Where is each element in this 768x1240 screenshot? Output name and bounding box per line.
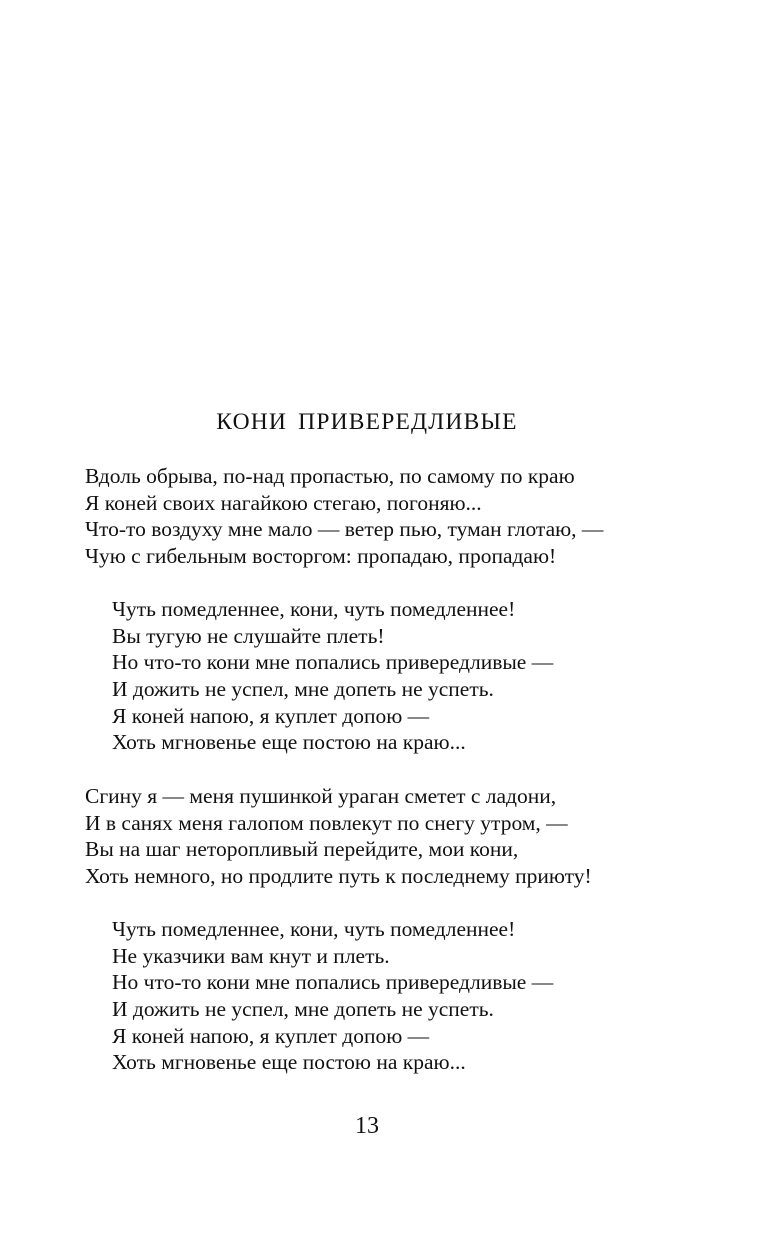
stanza-2-chorus xyxy=(85,596,725,756)
poem-line: И дожить не успел, мне допеть не успеть. xyxy=(112,676,494,701)
poem-line: Чуть помедленнее, кони, чуть помедленнее! xyxy=(112,916,516,941)
poem-body xyxy=(85,463,725,1103)
poem-line: Вы на шаг неторопливый перейдите, мои кони, xyxy=(85,837,519,862)
poem-line: Хоть немного, но продлите путь к последнему приюту! xyxy=(85,864,592,889)
poem-line: Я коней напою, я куплет допою — xyxy=(112,703,430,728)
stanza-4-chorus xyxy=(85,916,725,1076)
stanza-1 xyxy=(85,463,725,570)
poem-line: Хоть мгновенье еще постою на краю... xyxy=(112,730,466,755)
poem-line: Но что-то кони мне попались привередливые — xyxy=(112,970,554,995)
poem-line: Чую с гибельным восторгом: пропадаю, пропадаю! xyxy=(85,544,557,569)
poem-line: Чуть помедленнее, кони, чуть помедленнее! xyxy=(112,596,516,621)
poem-line: И в санях меня галопом повлекут по снегу утром, — xyxy=(85,810,568,835)
poem-line: Сгину я — меня пушинкой ураган сметет с ладони, xyxy=(85,784,557,809)
poem-line: И дожить не успел, мне допеть не успеть. xyxy=(112,996,494,1021)
poem-line: Не указчики вам кнут и плеть. xyxy=(112,943,390,968)
poem-line: Что-то воздуху мне мало — ветер пью, туман глотаю, — xyxy=(85,517,604,542)
poem-title: КОНИ ПРИВЕРЕДЛИВЫЕ xyxy=(216,409,518,435)
page-number: 13 xyxy=(355,1113,379,1139)
poem-line: Вдоль обрыва, по-над пропастью, по самому по краю xyxy=(85,464,575,488)
poem-line: Я коней своих нагайкою стегаю, погоняю... xyxy=(85,490,482,515)
poem-line: Я коней напою, я куплет допою — xyxy=(112,1023,430,1048)
stanza-3 xyxy=(85,783,725,890)
poem-line: Вы тугую не слушайте плеть! xyxy=(112,623,385,648)
poem-line: Но что-то кони мне попались привередливые — xyxy=(112,650,554,675)
poem-line: Хоть мгновенье еще постою на краю... xyxy=(112,1050,466,1075)
